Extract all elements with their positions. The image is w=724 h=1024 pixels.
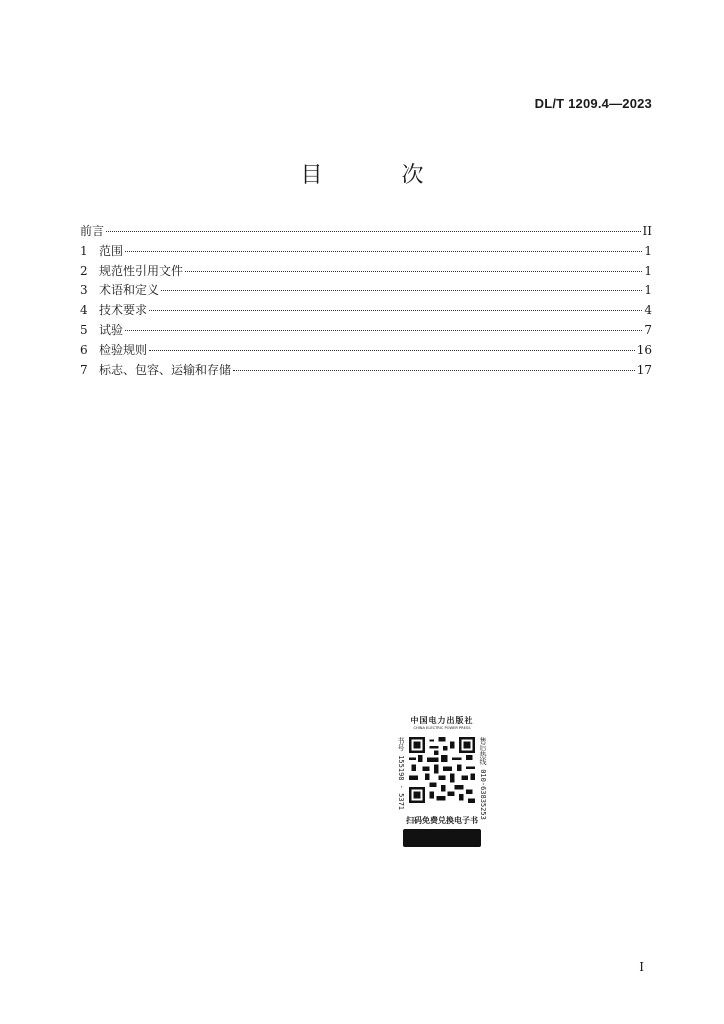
toc-entry-label: 技术要求 [99,303,148,318]
toc-entry-label: 试验 [99,322,124,337]
toc-entry-label: 术语和定义 [99,283,160,298]
toc-entry-number: 6 [80,342,88,357]
toc-leader-dots [161,290,642,291]
toc-leader-dots [233,370,635,371]
publisher-qr-sticker [396,716,488,847]
qr-code-icon[interactable] [409,733,475,807]
toc-entry-number: 3 [80,283,88,298]
toc-entry-label: 范围 [99,243,124,258]
scratch-code-bar [403,829,481,847]
toc-entry-1[interactable] [80,242,652,262]
toc-leader-dots [125,251,642,252]
isbn-text: 书号 155198 · 5371 [397,737,405,811]
toc-entry-preface[interactable] [80,222,652,242]
toc-entry-label: 检验规则 [99,342,148,357]
hotline-text: 售后热线 010-63835253 [479,737,487,820]
publisher-logo-text: 中国电力出版社 [410,716,474,725]
toc-entry-number: 4 [80,303,88,318]
toc-entry-7[interactable] [80,361,652,381]
toc-leader-dots [125,330,642,331]
toc-entry-label: 前言 [80,224,105,238]
toc-leader-dots [185,271,642,272]
toc-entry-label: 标志、包容、运输和存储 [99,362,232,377]
document-code: DL/T 1209.4—2023 [534,96,652,111]
toc-leader-dots [149,350,635,351]
toc-entry-number: 7 [80,362,88,377]
toc-entry-label: 规范性引用文件 [99,263,184,278]
toc-entry-3[interactable] [80,281,652,301]
toc-entry-page: 1 [644,283,652,298]
toc-entry-page: 1 [644,263,652,278]
toc-entry-page: 1 [644,243,652,258]
table-of-contents [80,222,652,380]
qr-caption: 扫码免费兑换电子书 [406,816,478,825]
qr-area [396,733,488,820]
toc-title: 目 次 [300,163,460,188]
publisher-logo-english: CHINA ELECTRIC POWER PRESS [413,726,471,730]
toc-entry-number: 2 [80,263,88,278]
toc-entry-5[interactable] [80,321,652,341]
page-number: I [639,960,644,974]
toc-entry-page: 16 [636,342,652,357]
toc-entry-page: 4 [644,303,652,318]
toc-entry-page: 7 [644,322,652,337]
toc-leader-dots [106,231,641,232]
toc-entry-6[interactable] [80,341,652,361]
toc-entry-2[interactable] [80,262,652,282]
toc-entry-page: 17 [636,362,652,377]
toc-entry-page: II [642,224,652,238]
toc-entry-number: 1 [80,243,88,258]
toc-entry-number: 5 [80,322,88,337]
toc-leader-dots [149,310,642,311]
toc-entry-4[interactable] [80,301,652,321]
